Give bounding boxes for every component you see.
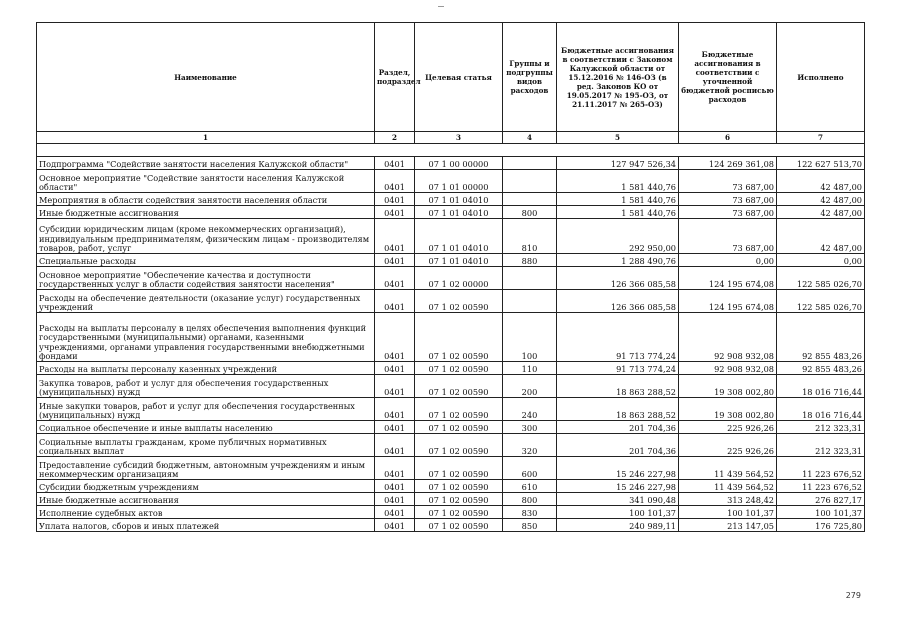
table-row [37, 170, 865, 193]
cell-executed: 176 725,80 [777, 519, 865, 532]
cell-executed: 92 855 483,26 [777, 313, 865, 362]
cell-target: 07 1 02 00000 [415, 267, 503, 290]
cell-name: Уплата налогов, сборов и иных платежей [37, 519, 375, 532]
table-row [37, 434, 865, 457]
cell-section: 0401 [375, 434, 415, 457]
cell-law: 201 704,36 [557, 434, 679, 457]
column-number: 6 [679, 132, 777, 144]
header-section: Раздел, подраздел [375, 23, 415, 132]
cell-section: 0401 [375, 362, 415, 375]
cell-executed: 18 016 716,44 [777, 398, 865, 421]
cell-executed: 0,00 [777, 254, 865, 267]
table-row [37, 519, 865, 532]
cell-group: 110 [503, 362, 557, 375]
cell-group: 810 [503, 219, 557, 254]
cell-group: 240 [503, 398, 557, 421]
table-row [37, 313, 865, 362]
table-row [37, 480, 865, 493]
cell-name: Расходы на обеспечение деятельности (оказание услуг) государственных учреждений [37, 290, 375, 313]
cell-executed: 18 016 716,44 [777, 375, 865, 398]
cell-refined: 92 908 932,08 [679, 362, 777, 375]
cell-law: 126 366 085,58 [557, 290, 679, 313]
cell-name: Расходы на выплаты персоналу в целях обеспечения выполнения функций государственными (муниципальными) органами, казенными учреждениями, органами управления государственными внебюджетными фондами [37, 313, 375, 362]
cell-target: 07 1 02 00590 [415, 362, 503, 375]
cell-target: 07 1 01 04010 [415, 193, 503, 206]
cell-target: 07 1 02 00590 [415, 313, 503, 362]
table-row [37, 157, 865, 170]
cell-name: Иные закупки товаров, работ и услуг для обеспечения государственных (муниципальных) нужд [37, 398, 375, 421]
cell-executed: 42 487,00 [777, 170, 865, 193]
cell-law: 1 581 440,76 [557, 170, 679, 193]
cell-group: 100 [503, 313, 557, 362]
cell-section: 0401 [375, 493, 415, 506]
cell-name: Основное мероприятие "Обеспечение качества и доступности государственных услуг в области содействия занятости населения" [37, 267, 375, 290]
table-row [37, 493, 865, 506]
cell-group: 300 [503, 421, 557, 434]
cell-section: 0401 [375, 193, 415, 206]
cell-section: 0401 [375, 375, 415, 398]
cell-name: Подпрограмма "Содействие занятости населения Калужской области" [37, 157, 375, 170]
cell-law: 292 950,00 [557, 219, 679, 254]
cell-law: 15 246 227,98 [557, 480, 679, 493]
cell-law: 201 704,36 [557, 421, 679, 434]
cell-refined: 73 687,00 [679, 219, 777, 254]
table-row [37, 362, 865, 375]
cell-name: Специальные расходы [37, 254, 375, 267]
cell-section: 0401 [375, 170, 415, 193]
header-row [37, 23, 865, 132]
column-number: 5 [557, 132, 679, 144]
cell-section: 0401 [375, 457, 415, 480]
cell-section: 0401 [375, 519, 415, 532]
header-law: Бюджетные ассигнования в соответствии с Законом Калужской области от 15.12.2016 № 146-ОЗ (в ред. Законов КО от 19.05.2017 № 195-ОЗ, от 21.11.2017 № 265-ОЗ) [557, 23, 679, 132]
cell-name: Исполнение судебных актов [37, 506, 375, 519]
cell-law: 91 713 774,24 [557, 362, 679, 375]
cell-group [503, 193, 557, 206]
cell-executed: 92 855 483,26 [777, 362, 865, 375]
cell-section: 0401 [375, 421, 415, 434]
cell-name: Социальные выплаты гражданам, кроме публичных нормативных социальных выплат [37, 434, 375, 457]
cell-name: Субсидии бюджетным учреждениям [37, 480, 375, 493]
table-row [37, 457, 865, 480]
cell-group [503, 267, 557, 290]
cell-executed: 276 827,17 [777, 493, 865, 506]
cell-section: 0401 [375, 157, 415, 170]
cell-executed: 42 487,00 [777, 193, 865, 206]
cell-refined: 11 439 564,52 [679, 480, 777, 493]
cell-executed: 42 487,00 [777, 206, 865, 219]
cell-name: Иные бюджетные ассигнования [37, 206, 375, 219]
cell-law: 1 288 490,76 [557, 254, 679, 267]
cell-target: 07 1 01 00000 [415, 170, 503, 193]
column-number-row [37, 132, 865, 144]
cell-law: 18 863 288,52 [557, 375, 679, 398]
cell-refined: 19 308 002,80 [679, 398, 777, 421]
cell-target: 07 1 02 00590 [415, 434, 503, 457]
table-row [37, 506, 865, 519]
header-refined: Бюджетные ассигнования в соответствии с уточненной бюджетной росписью расходов [679, 23, 777, 132]
cell-law: 127 947 526,34 [557, 157, 679, 170]
cell-group [503, 157, 557, 170]
cell-refined: 100 101,37 [679, 506, 777, 519]
cell-section: 0401 [375, 254, 415, 267]
cell-law: 18 863 288,52 [557, 398, 679, 421]
cell-group: 880 [503, 254, 557, 267]
cell-section: 0401 [375, 290, 415, 313]
cell-target: 07 1 02 00590 [415, 398, 503, 421]
cell-executed: 11 223 676,52 [777, 457, 865, 480]
cell-section: 0401 [375, 313, 415, 362]
cell-target: 07 1 02 00590 [415, 480, 503, 493]
cell-target: 07 1 02 00590 [415, 421, 503, 434]
cell-refined: 0,00 [679, 254, 777, 267]
page-number: 279 [845, 591, 861, 600]
cell-executed: 42 487,00 [777, 219, 865, 254]
table-row [37, 193, 865, 206]
table-row [37, 206, 865, 219]
column-number: 3 [415, 132, 503, 144]
cell-name: Расходы на выплаты персоналу казенных учреждений [37, 362, 375, 375]
cell-group [503, 290, 557, 313]
spacer-cell [37, 144, 865, 157]
column-number: 4 [503, 132, 557, 144]
cell-refined: 313 248,42 [679, 493, 777, 506]
cell-refined: 124 195 674,08 [679, 267, 777, 290]
cell-name: Социальное обеспечение и иные выплаты населению [37, 421, 375, 434]
cell-refined: 73 687,00 [679, 170, 777, 193]
cell-target: 07 1 02 00590 [415, 506, 503, 519]
cell-target: 07 1 01 04010 [415, 206, 503, 219]
cell-executed: 100 101,37 [777, 506, 865, 519]
cell-refined: 225 926,26 [679, 434, 777, 457]
table-row [37, 254, 865, 267]
cell-target: 07 1 01 04010 [415, 219, 503, 254]
cell-name: Предоставление субсидий бюджетным, автономным учреждениям и иным некоммерческим организациям [37, 457, 375, 480]
cell-refined: 19 308 002,80 [679, 375, 777, 398]
cell-refined: 73 687,00 [679, 206, 777, 219]
cell-section: 0401 [375, 480, 415, 493]
column-number: 2 [375, 132, 415, 144]
cell-law: 341 090,48 [557, 493, 679, 506]
cell-section: 0401 [375, 219, 415, 254]
cell-section: 0401 [375, 506, 415, 519]
cell-name: Мероприятия в области содействия занятости населения области [37, 193, 375, 206]
cell-refined: 225 926,26 [679, 421, 777, 434]
cell-target: 07 1 02 00590 [415, 493, 503, 506]
cell-name: Основное мероприятие "Содействие занятости населения Калужской области" [37, 170, 375, 193]
cell-group: 610 [503, 480, 557, 493]
header-name: Наименование [37, 23, 375, 132]
table-row [37, 219, 865, 254]
cell-section: 0401 [375, 398, 415, 421]
column-number: 1 [37, 132, 375, 144]
cell-refined: 11 439 564,52 [679, 457, 777, 480]
header-groups: Группы и подгруппы видов расходов [503, 23, 557, 132]
cell-executed: 212 323,31 [777, 421, 865, 434]
cell-law: 91 713 774,24 [557, 313, 679, 362]
cell-law: 100 101,37 [557, 506, 679, 519]
cell-group [503, 170, 557, 193]
cell-target: 07 1 01 04010 [415, 254, 503, 267]
cell-law: 1 581 440,76 [557, 206, 679, 219]
cell-section: 0401 [375, 267, 415, 290]
header-executed: Исполнено [777, 23, 865, 132]
cell-executed: 122 627 513,70 [777, 157, 865, 170]
budget-table [36, 22, 865, 532]
cell-target: 07 1 02 00590 [415, 457, 503, 480]
cell-group: 800 [503, 493, 557, 506]
table-row [37, 398, 865, 421]
column-number: 7 [777, 132, 865, 144]
cell-law: 240 989,11 [557, 519, 679, 532]
table-row [37, 421, 865, 434]
cell-refined: 213 147,05 [679, 519, 777, 532]
table-row [37, 290, 865, 313]
cell-target: 07 1 00 00000 [415, 157, 503, 170]
cell-law: 126 366 085,58 [557, 267, 679, 290]
cell-executed: 122 585 026,70 [777, 290, 865, 313]
cell-group: 830 [503, 506, 557, 519]
cell-law: 1 581 440,76 [557, 193, 679, 206]
scan-mark [438, 6, 444, 7]
cell-group: 800 [503, 206, 557, 219]
cell-group: 320 [503, 434, 557, 457]
cell-refined: 73 687,00 [679, 193, 777, 206]
cell-name: Иные бюджетные ассигнования [37, 493, 375, 506]
header-target: Целевая статья [415, 23, 503, 132]
table-row [37, 267, 865, 290]
cell-executed: 122 585 026,70 [777, 267, 865, 290]
cell-refined: 124 269 361,08 [679, 157, 777, 170]
budget-sheet [36, 22, 864, 532]
cell-group: 200 [503, 375, 557, 398]
cell-section: 0401 [375, 206, 415, 219]
cell-name: Закупка товаров, работ и услуг для обеспечения государственных (муниципальных) нужд [37, 375, 375, 398]
cell-law: 15 246 227,98 [557, 457, 679, 480]
cell-refined: 124 195 674,08 [679, 290, 777, 313]
table-row [37, 375, 865, 398]
cell-target: 07 1 02 00590 [415, 375, 503, 398]
cell-group: 600 [503, 457, 557, 480]
cell-executed: 11 223 676,52 [777, 480, 865, 493]
cell-target: 07 1 02 00590 [415, 519, 503, 532]
spacer-row [37, 144, 865, 157]
cell-refined: 92 908 932,08 [679, 313, 777, 362]
cell-group: 850 [503, 519, 557, 532]
cell-target: 07 1 02 00590 [415, 290, 503, 313]
cell-executed: 212 323,31 [777, 434, 865, 457]
cell-name: Субсидии юридическим лицам (кроме некоммерческих организаций), индивидуальным предпринимателям, физическим лицам - производителям товаров, работ, услуг [37, 219, 375, 254]
